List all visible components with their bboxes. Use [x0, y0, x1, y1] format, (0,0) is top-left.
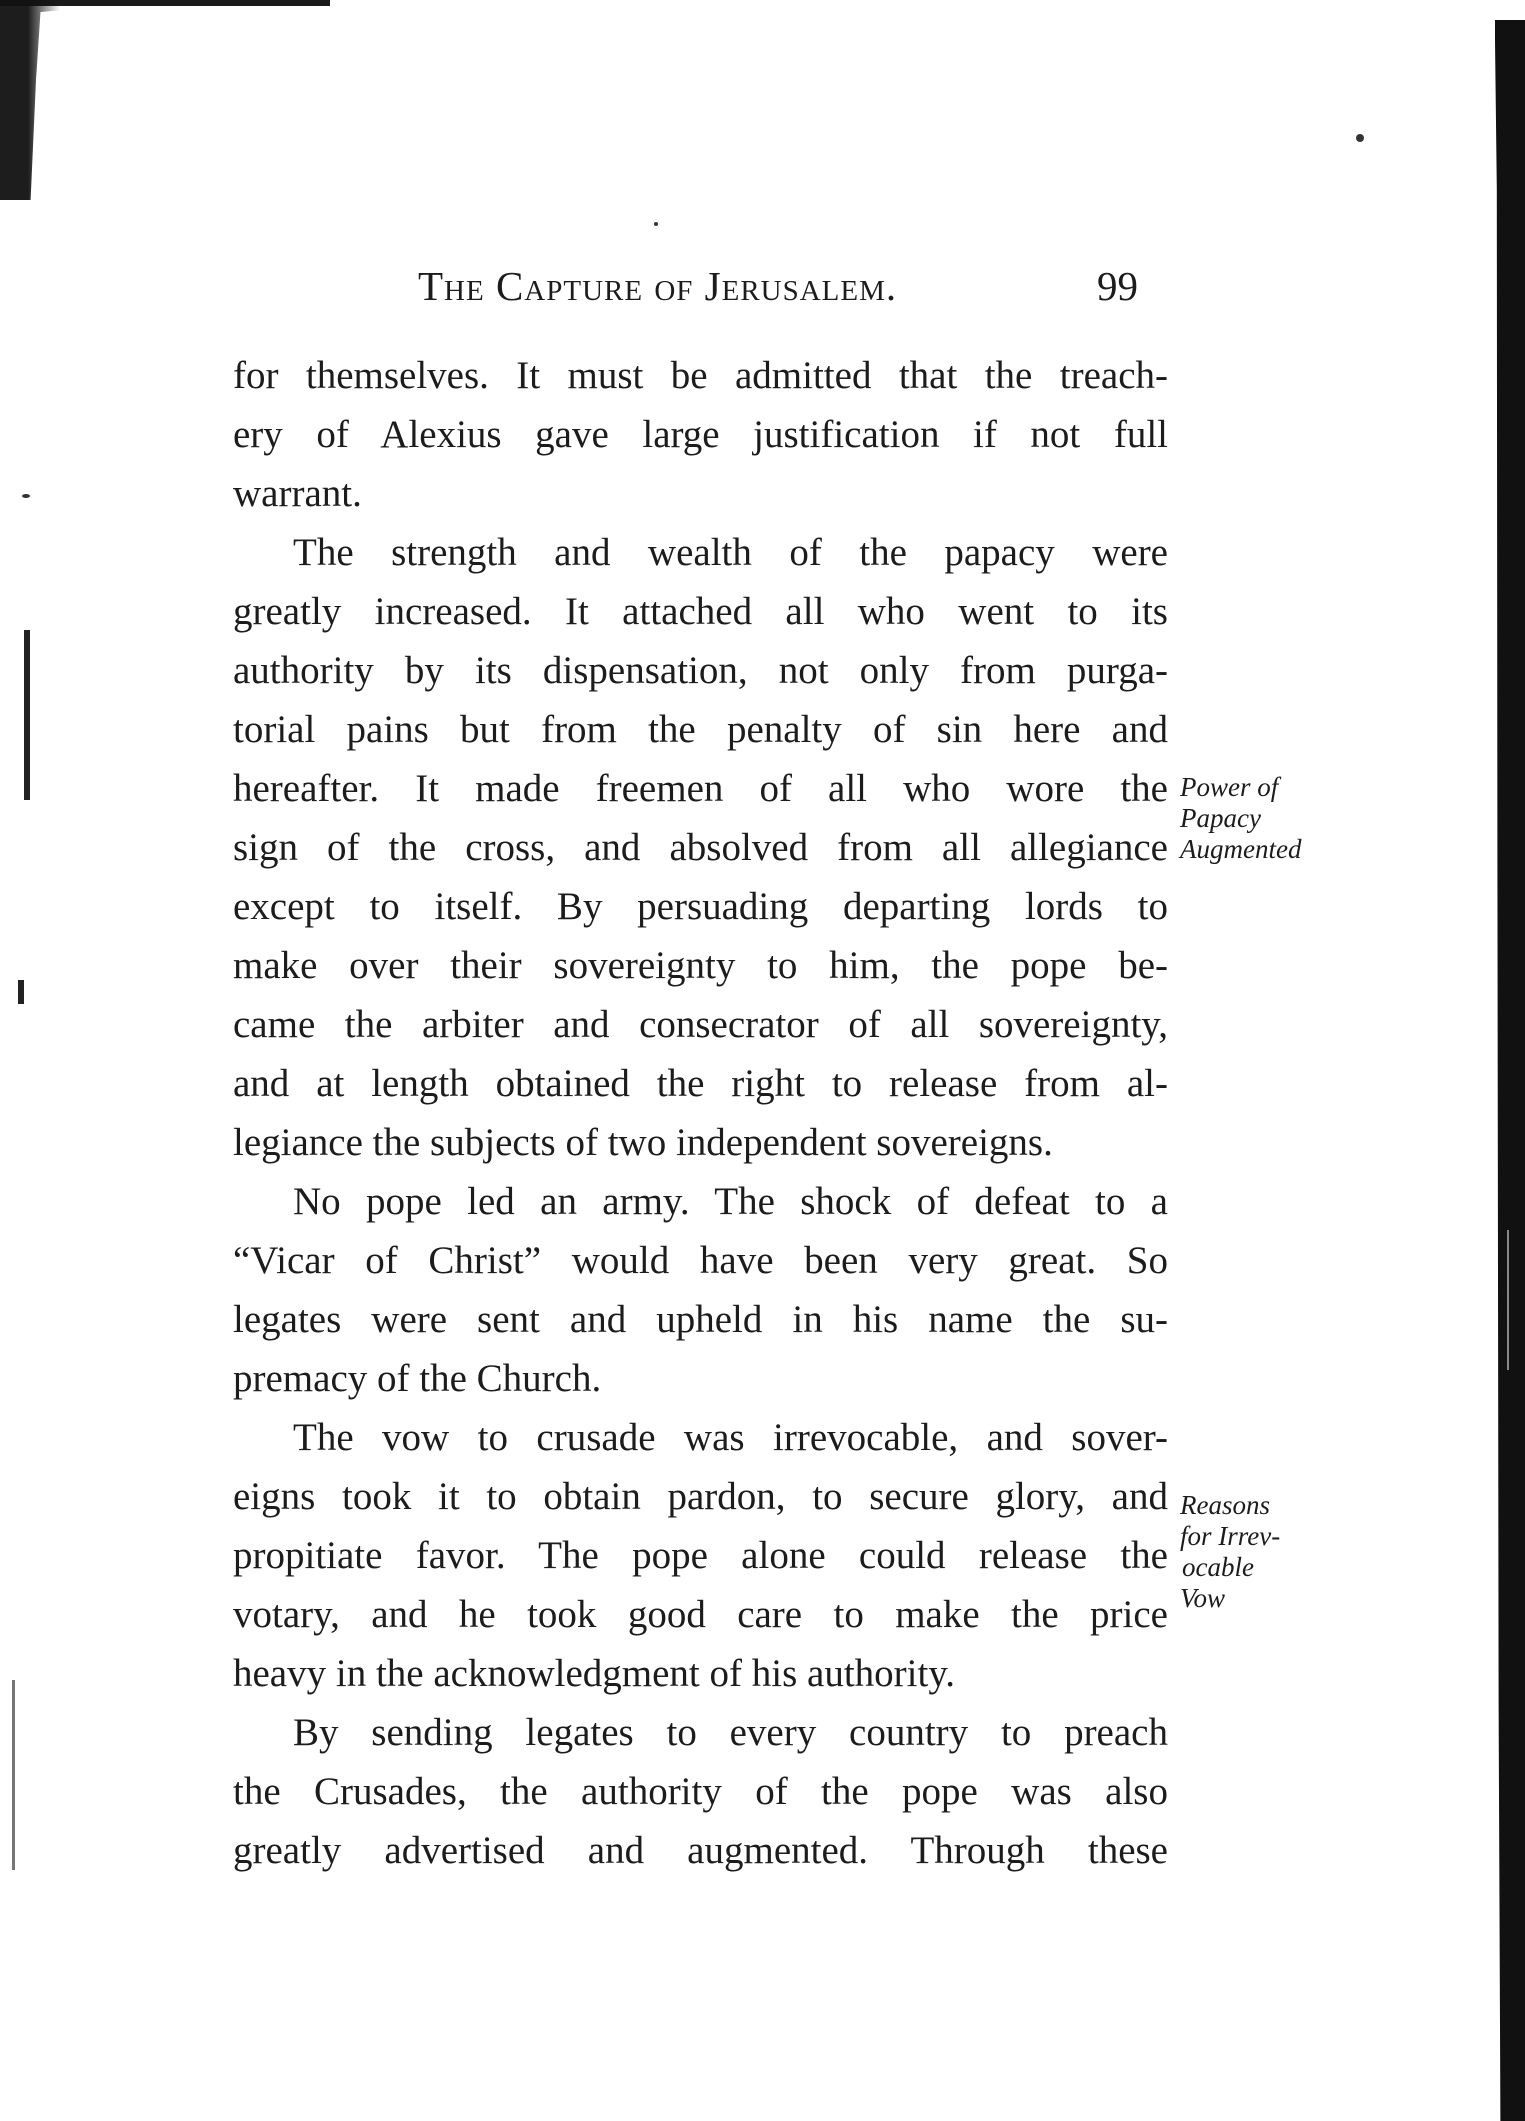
scan-speck	[654, 222, 658, 226]
scan-mark	[1507, 1230, 1509, 1370]
text-line: and at length obtained the right to release from al-	[233, 1062, 1168, 1105]
text-line: came the arbiter and consecrator of all sovereignty,	[233, 1003, 1168, 1046]
text-line: except to itself. By persuading departing lords to	[233, 885, 1168, 928]
text-line: authority by its dispensation, not only from purga-	[233, 649, 1168, 692]
body-text	[233, 346, 1168, 1880]
scan-speck	[22, 494, 30, 498]
text-line: legiance the subjects of two independent sovereigns.	[233, 1121, 1053, 1164]
text-line: “Vicar of Christ” would have been very great. So	[233, 1239, 1168, 1282]
paragraph	[233, 523, 1168, 1172]
margin-note-reasons-for-vow	[1180, 1490, 1280, 1614]
text-line: premacy of the Church.	[233, 1357, 602, 1400]
margin-note-line: Augmented	[1180, 834, 1302, 864]
running-head-title: The Capture of Jerusalem.	[418, 263, 898, 309]
paragraph	[233, 1408, 1168, 1703]
text-line: propitiate favor. The pope alone could release the	[233, 1534, 1168, 1577]
margin-note-line: Power of	[1180, 772, 1279, 802]
paragraph	[233, 1172, 1168, 1408]
text-line: No pope led an army. The shock of defeat to a	[293, 1180, 1168, 1223]
scan-mark	[18, 980, 24, 1004]
scan-mark	[24, 630, 30, 800]
margin-note-line: Vow	[1180, 1583, 1226, 1613]
text-line: The vow to crusade was irrevocable, and sover-	[293, 1416, 1168, 1459]
margin-note-power-of-papacy	[1180, 772, 1301, 865]
scan-mark	[12, 1680, 15, 1870]
margin-note-line: for Irrev-	[1180, 1521, 1281, 1551]
text-line: make over their sovereignty to him, the pope be-	[233, 944, 1168, 987]
scan-edge-mark-right	[1495, 20, 1525, 2121]
scan-edge-mark-left	[0, 0, 90, 200]
text-line: heavy in the acknowledgment of his authority.	[233, 1652, 956, 1695]
text-line: By sending legates to every country to preach	[293, 1711, 1168, 1754]
margin-note-line: ocable	[1182, 1552, 1254, 1582]
page-number: 99	[1097, 263, 1138, 309]
text-line: hereafter. It made freemen of all who wore the	[233, 767, 1168, 810]
text-line: eigns took it to obtain pardon, to secure glory, and	[233, 1475, 1168, 1518]
text-line: The strength and wealth of the papacy were	[293, 531, 1168, 574]
text-line: greatly advertised and augmented. Through these	[233, 1829, 1168, 1872]
text-line: votary, and he took good care to make the price	[233, 1593, 1168, 1636]
text-line: warrant.	[233, 472, 362, 515]
scan-speck	[1356, 134, 1364, 142]
text-line: the Crusades, the authority of the pope was also	[233, 1770, 1168, 1813]
text-line: sign of the cross, and absolved from all allegiance	[233, 826, 1168, 869]
paragraph	[233, 346, 1168, 523]
paragraph	[233, 1703, 1168, 1880]
margin-note-line: Papacy	[1180, 803, 1261, 833]
text-line: legates were sent and upheld in his name the su-	[233, 1298, 1168, 1341]
text-line: for themselves. It must be admitted that the treach-	[233, 354, 1168, 397]
text-line: torial pains but from the penalty of sin here and	[233, 708, 1168, 751]
text-line: ery of Alexius gave large justification if not full	[233, 413, 1168, 456]
text-line: greatly increased. It attached all who went to its	[233, 590, 1168, 633]
margin-note-line: Reasons	[1180, 1490, 1270, 1520]
